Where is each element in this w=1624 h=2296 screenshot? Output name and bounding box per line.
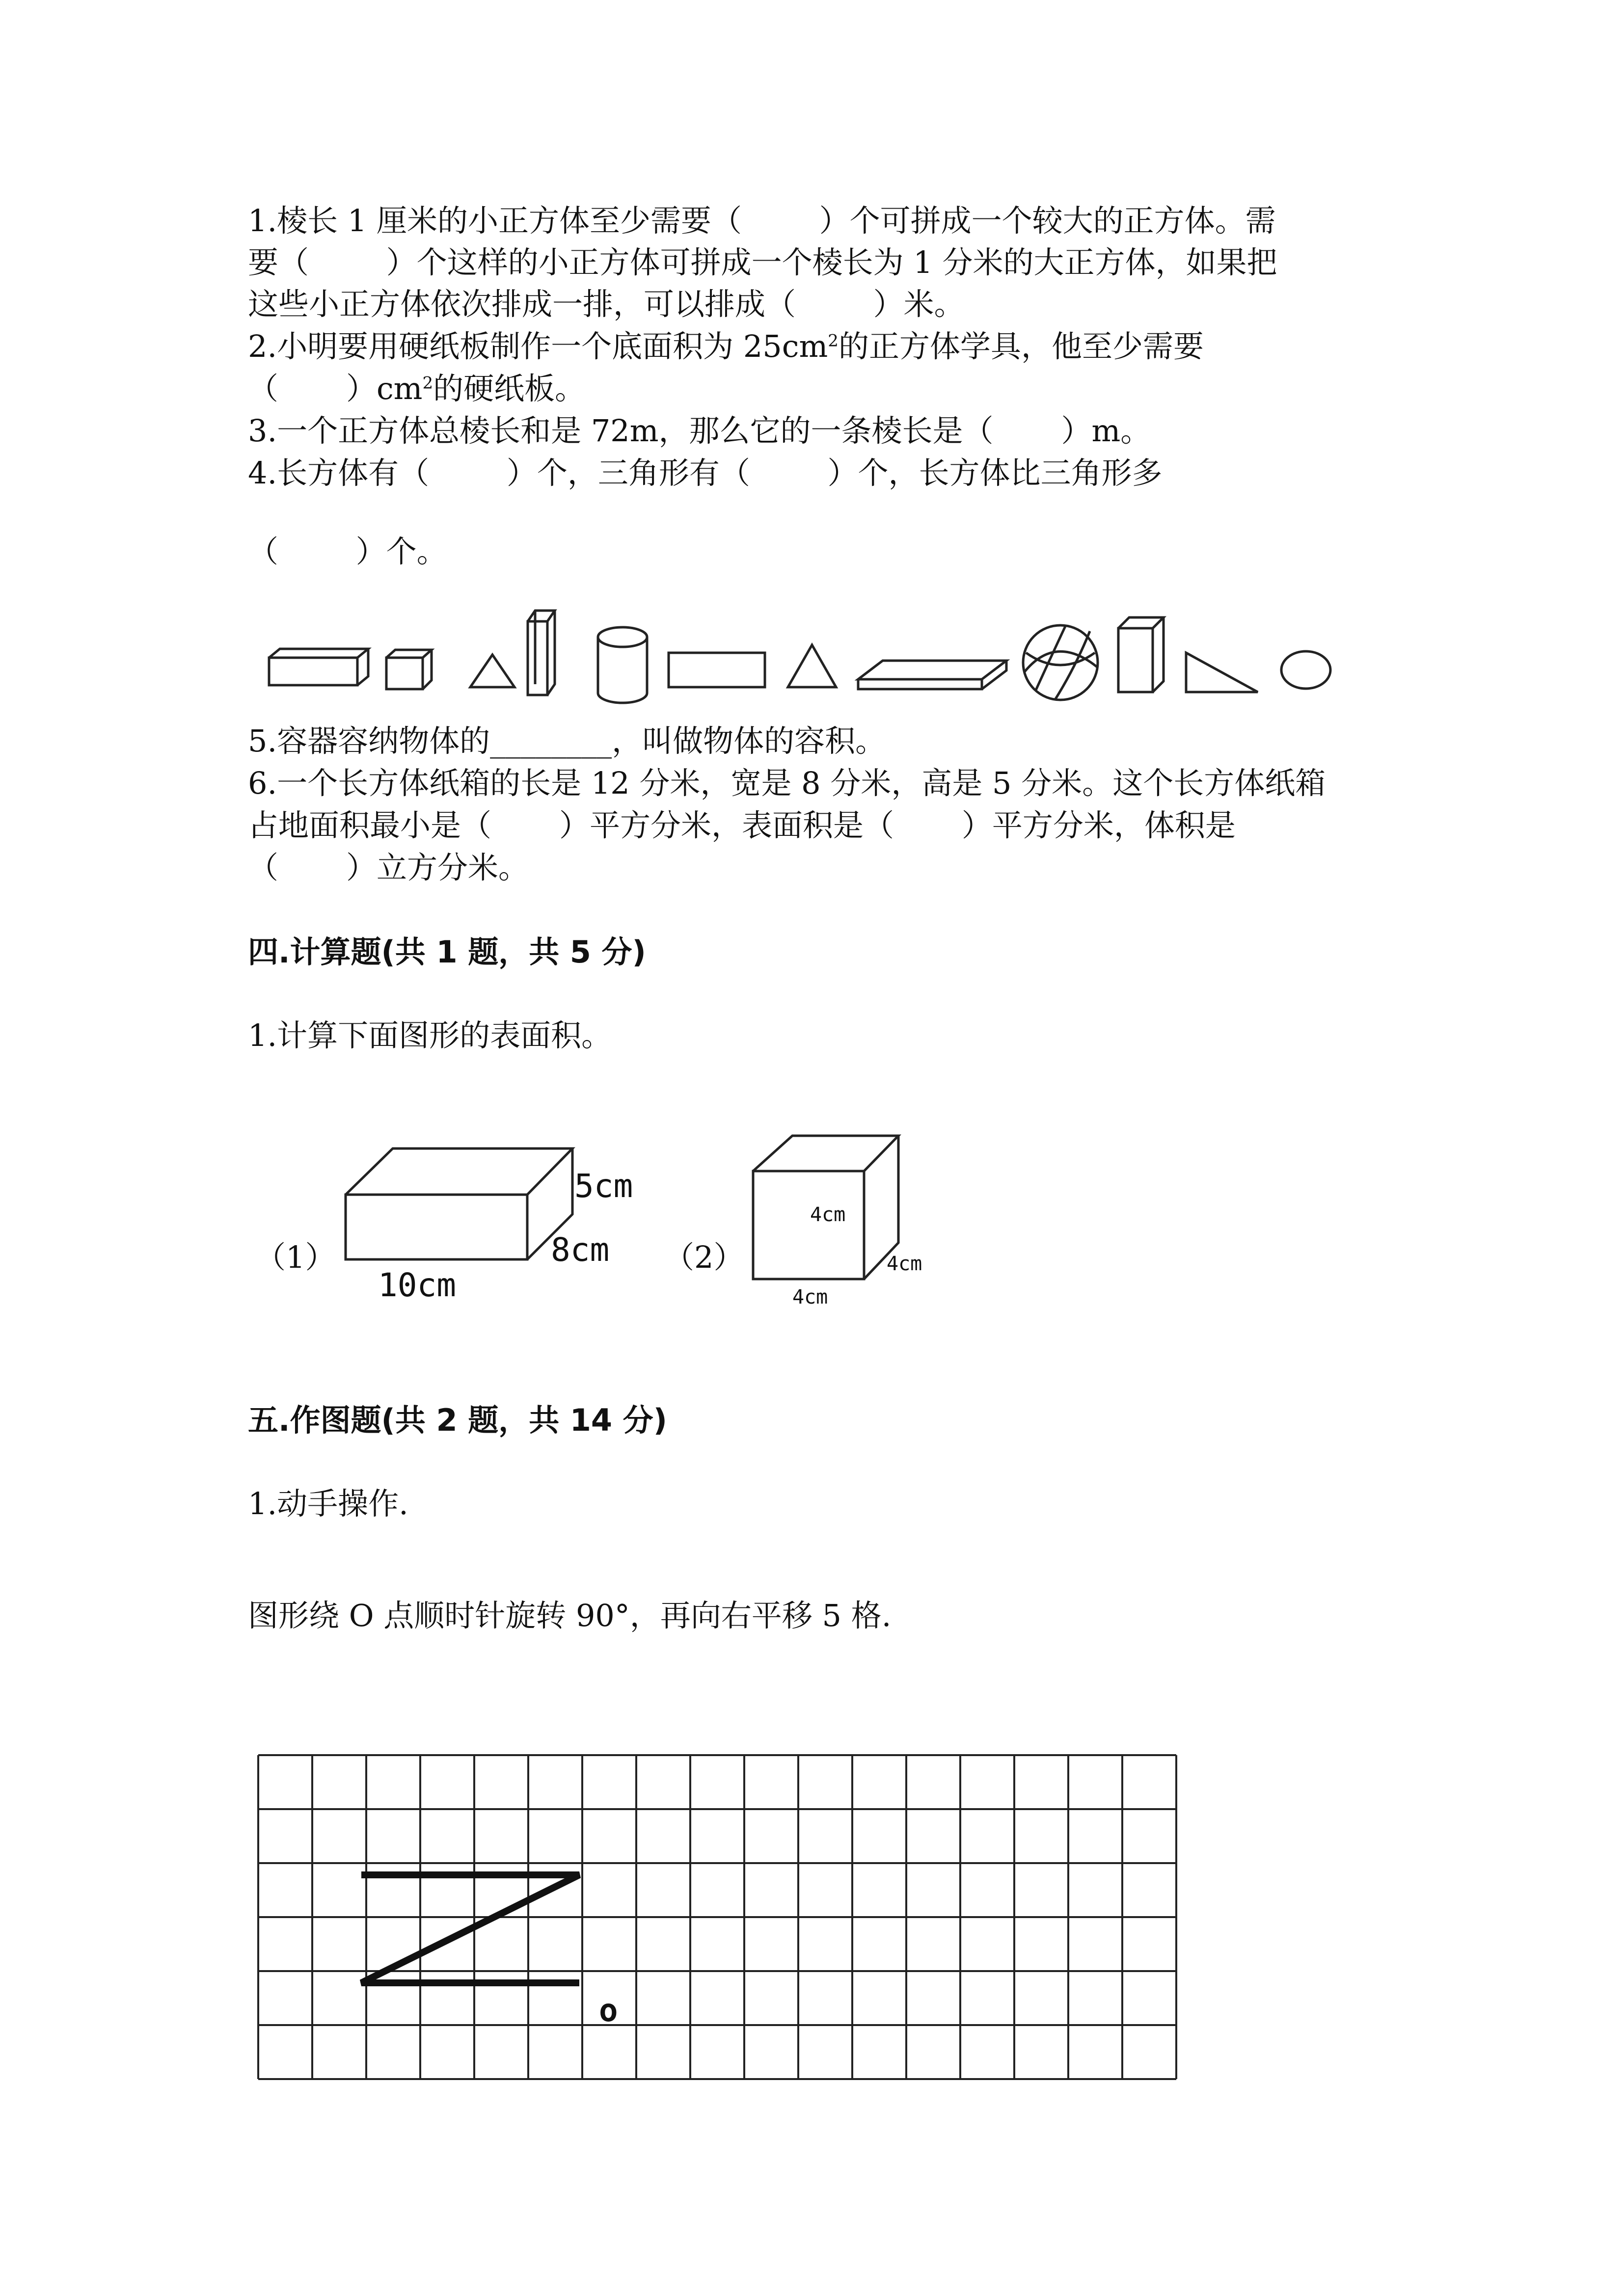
q6-line3: （ ）立方分米。 [248, 850, 529, 885]
q2-line1-b: 的正方体学具，他至少需要 [838, 328, 1204, 364]
fig1-length-label: 10cm [378, 1266, 456, 1304]
shapes-row-figure [260, 604, 1355, 712]
section4-q1: 1.计算下面图形的表面积。 [248, 1017, 612, 1053]
q6-line1: 6.一个长方体纸箱的长是 12 分米，宽是 8 分米，高是 5 分米。这个长方体纸箱 [248, 765, 1326, 801]
cylinder-icon [598, 627, 647, 703]
cube-small-icon [386, 650, 432, 689]
hourglass-shape [361, 1875, 579, 1983]
fig2-bottom-label: 4cm [792, 1286, 828, 1308]
q4-line2: （ ）个。 [248, 534, 447, 569]
cuboid-upright-icon [1118, 617, 1164, 692]
q2-line1 [248, 326, 1204, 367]
rectangle-icon [669, 653, 765, 687]
q2-line2-a: （ ）cm [248, 371, 423, 406]
q4-line1: 4.长方体有（ ）个，三角形有（ ）个，长方体比三角形多 [248, 455, 1163, 491]
rotation-grid-figure [255, 1752, 1178, 2096]
right-triangle-icon [1186, 653, 1258, 692]
cuboid-long-icon [269, 649, 368, 685]
grid-lines [258, 1755, 1176, 2079]
triangle-icon-2 [788, 645, 836, 687]
q1-line3: 这些小正方体依次排成一排，可以排成（ ）米。 [248, 286, 965, 322]
fig2-label: （2） [664, 1239, 744, 1275]
fig1-width-label: 8cm [551, 1231, 610, 1269]
q2-line1-a: 2.小明要用硬纸板制作一个底面积为 25cm [248, 328, 828, 364]
q3-line: 3.一个正方体总棱长和是 72m，那么它的一条棱长是（ ）m。 [248, 413, 1151, 449]
cuboid-slab-icon [858, 661, 1006, 689]
fig2-side-label: 4cm [887, 1253, 922, 1275]
q2-line2-b: 的硬纸板。 [433, 371, 586, 406]
fig2-front-label: 4cm [810, 1203, 846, 1226]
q1-line2: 要（ ）个这样的小正方体可拼成一个棱长为 1 分米的大正方体，如果把 [248, 244, 1277, 280]
ellipse-icon [1281, 651, 1330, 689]
q2-sup-2: 2 [422, 373, 433, 393]
section5-heading: 五.作图题(共 2 题，共 14 分) [248, 1402, 667, 1438]
ball-icon [1023, 625, 1098, 700]
section5-q1: 1.动手操作. [248, 1486, 408, 1522]
q2-line2 [248, 368, 585, 409]
section5-instruction: 图形绕 O 点顺时针旋转 90°，再向右平移 5 格. [248, 1598, 892, 1633]
q1-line1: 1.棱长 1 厘米的小正方体至少需要（ ）个可拼成一个较大的正方体。需 [248, 203, 1276, 239]
q6-line2: 占地面积最小是（ ）平方分米，表面积是（ ）平方分米，体积是 [248, 807, 1236, 843]
fig1-height-label: 5cm [574, 1167, 633, 1205]
fig1-label: （1） [255, 1239, 336, 1275]
triangle-icon-1 [470, 655, 514, 687]
q5-line: 5.容器容纳物体的________，叫做物体的容积。 [248, 723, 886, 759]
cuboid-tall-icon [528, 611, 555, 695]
section4-heading: 四.计算题(共 1 题，共 5 分) [248, 934, 646, 970]
point-o-label: o [599, 1993, 618, 2029]
q2-sup-1: 2 [828, 331, 839, 351]
